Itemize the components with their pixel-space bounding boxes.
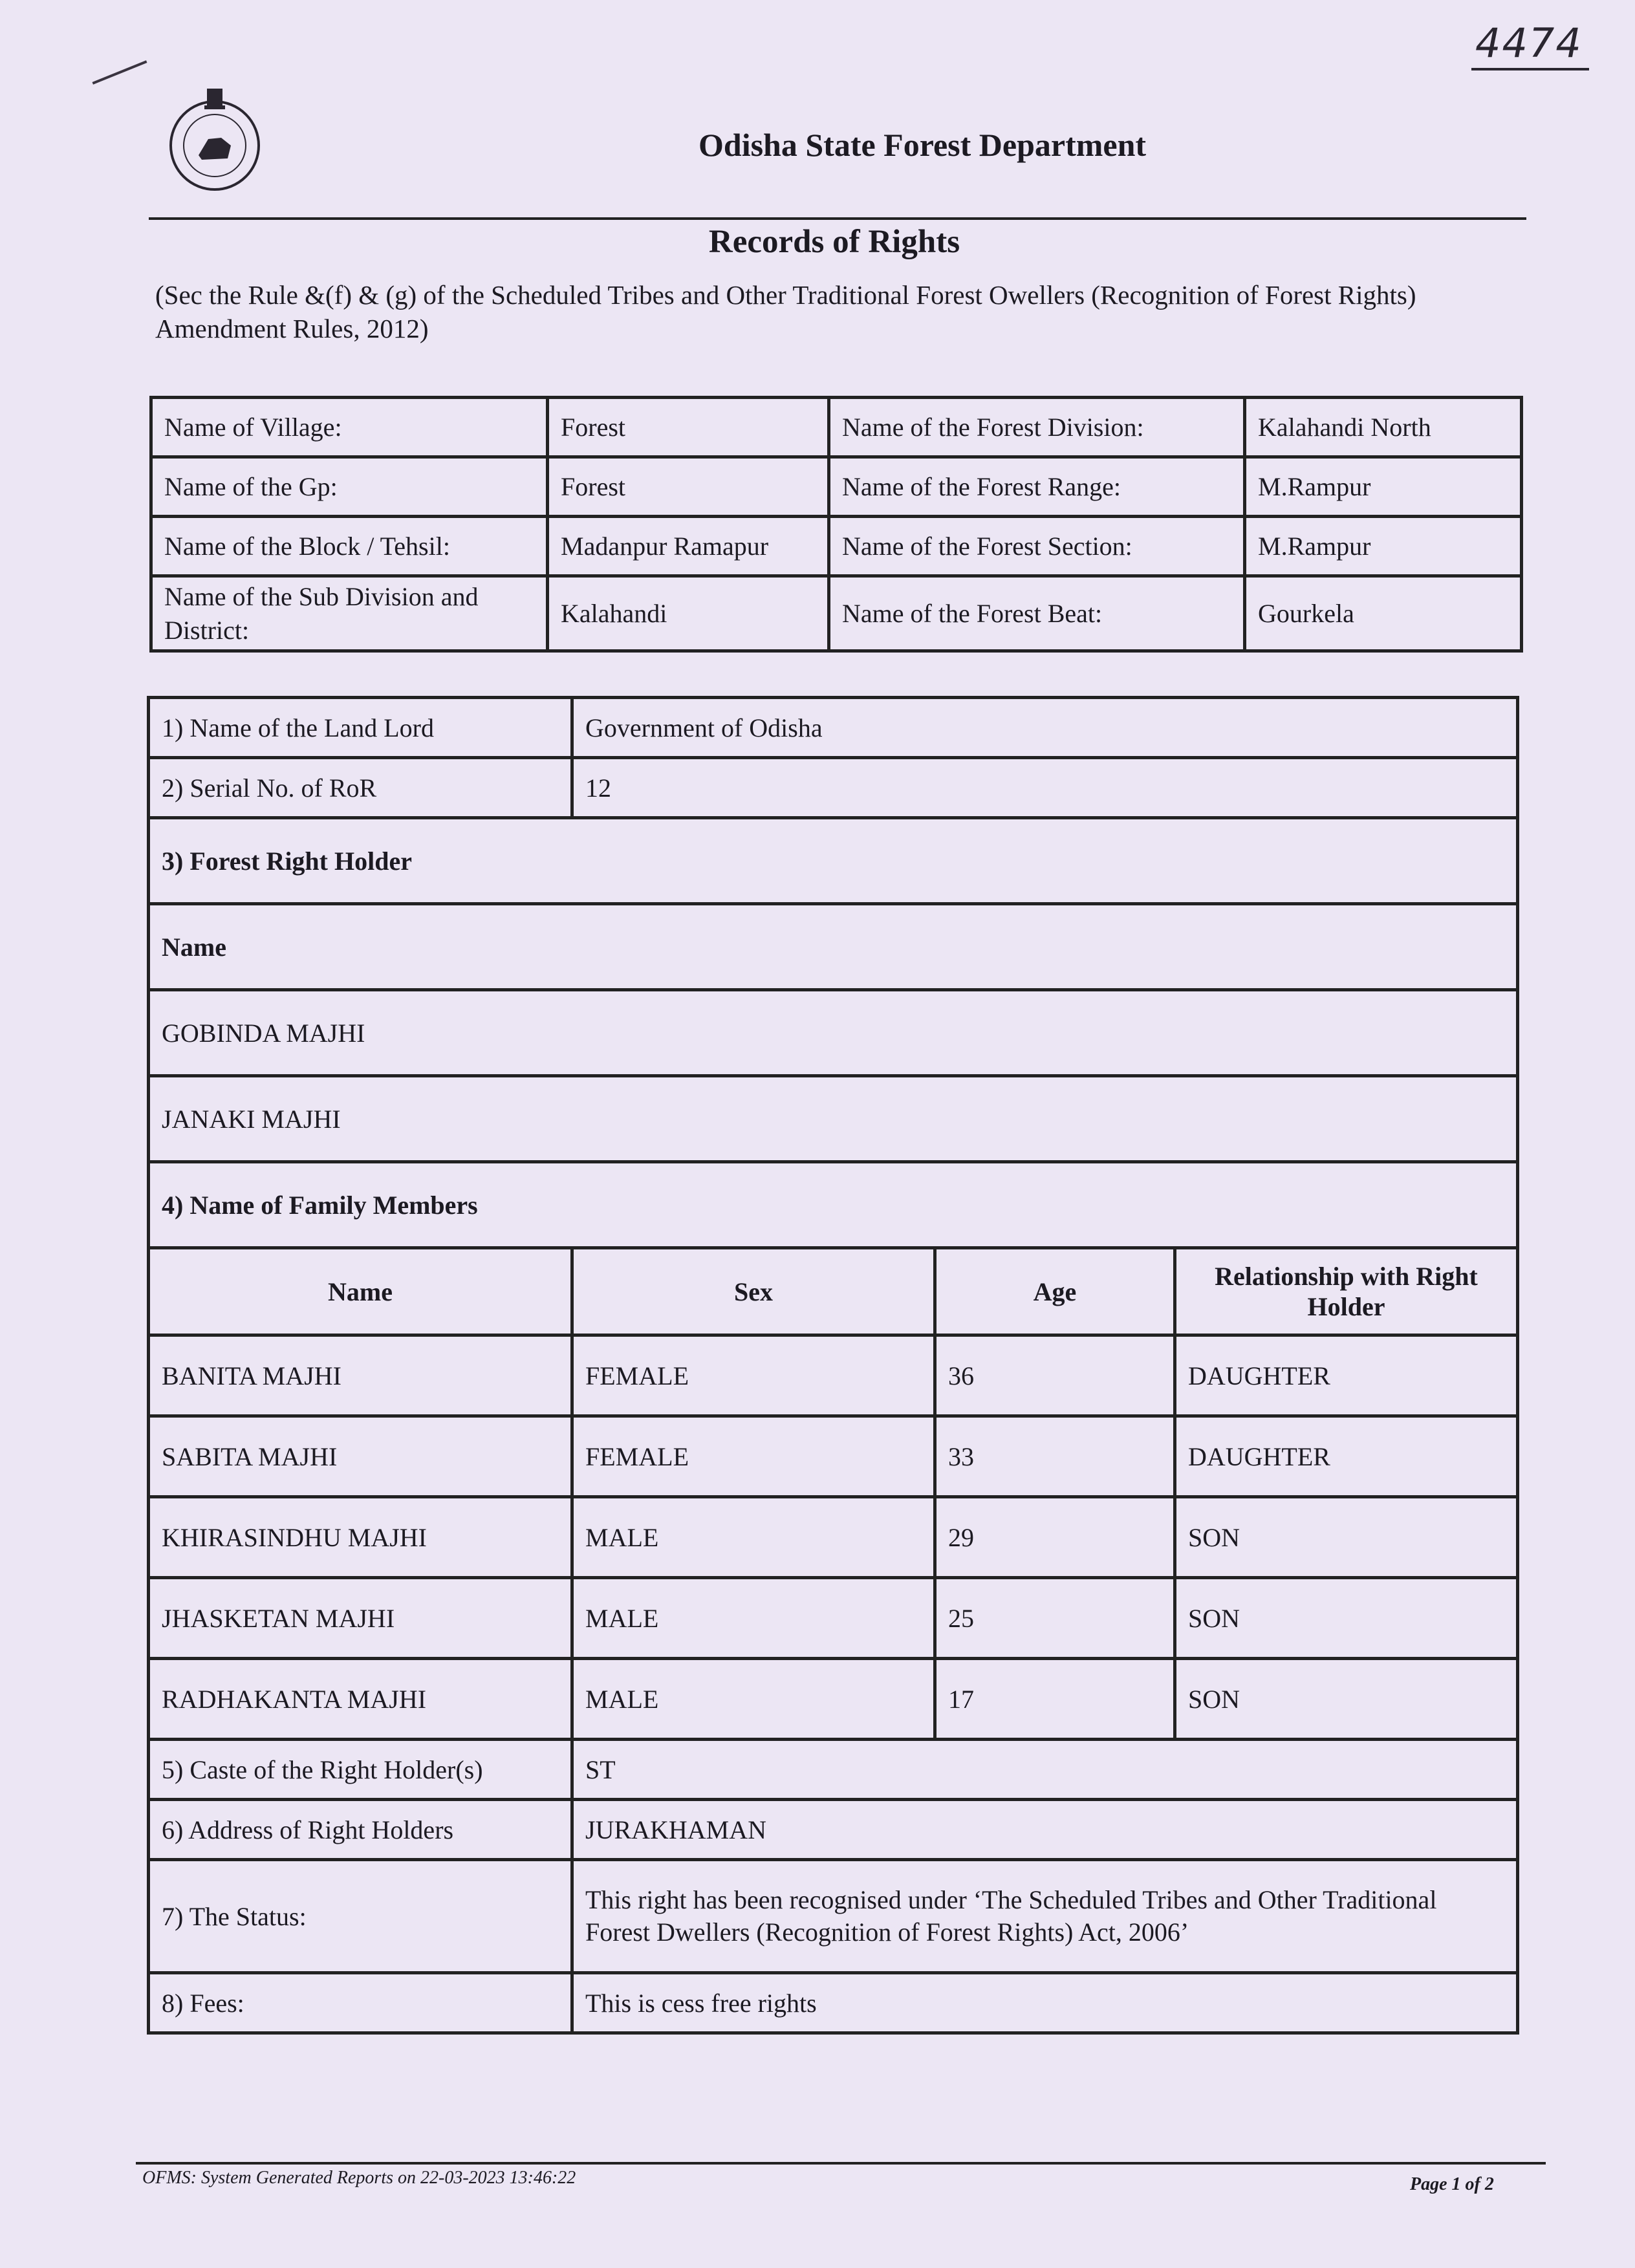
table-row (151, 457, 1522, 517)
member-sex: MALE (572, 1659, 935, 1740)
column-header: Name (149, 1248, 572, 1335)
division-label: Name of the Forest Division: (829, 398, 1245, 457)
member-name: SABITA MAJHI (149, 1416, 572, 1497)
serial-value: 12 (572, 758, 1518, 818)
family-heading: 4) Name of Family Members (149, 1162, 1518, 1248)
landlord-label: 1) Name of the Land Lord (149, 698, 572, 758)
member-relationship: DAUGHTER (1175, 1335, 1518, 1416)
beat-value: Gourkela (1245, 576, 1522, 651)
family-header-row (149, 1248, 1518, 1335)
village-label: Name of Village: (151, 398, 548, 457)
table-row (149, 990, 1518, 1076)
status-value (572, 1860, 1518, 1973)
table-row (149, 1740, 1518, 1800)
member-relationship: SON (1175, 1578, 1518, 1659)
page-title: Records of Rights (708, 224, 960, 260)
member-sex: FEMALE (572, 1335, 935, 1416)
range-value: M.Rampur (1245, 457, 1522, 517)
holder-name-header: Name (149, 904, 1518, 990)
table-row (149, 904, 1518, 990)
status-line: This right has been recognised under ‘The Scheduled Tribes and Other Traditional (585, 1885, 1437, 1914)
table-row (151, 398, 1522, 457)
table-row (149, 818, 1518, 904)
holder-heading: 3) Forest Right Holder (149, 818, 1518, 904)
member-age: 33 (935, 1416, 1175, 1497)
state-emblem-icon (163, 81, 266, 197)
caste-label: 5) Caste of the Right Holder(s) (149, 1740, 572, 1800)
record-table (147, 696, 1519, 2035)
table-row (151, 517, 1522, 576)
section-label: Name of the Forest Section: (829, 517, 1245, 576)
subdivision-value: Kalahandi (548, 576, 829, 651)
table-row (149, 758, 1518, 818)
table-row (151, 576, 1522, 651)
division-value: Kalahandi North (1245, 398, 1522, 457)
member-age: 25 (935, 1578, 1175, 1659)
pen-mark (92, 60, 147, 84)
landlord-value: Government of Odisha (572, 698, 1518, 758)
subdivision-label: Name of the Sub Division and District: (151, 576, 548, 651)
table-row (149, 1659, 1518, 1740)
member-relationship: SON (1175, 1497, 1518, 1578)
handwritten-number: 4474 (1471, 19, 1589, 70)
member-age: 36 (935, 1335, 1175, 1416)
member-age: 17 (935, 1659, 1175, 1740)
member-name: BANITA MAJHI (149, 1335, 572, 1416)
holder-name: GOBINDA MAJHI (149, 990, 1518, 1076)
gp-value: Forest (548, 457, 829, 517)
village-value: Forest (548, 398, 829, 457)
block-value: Madanpur Ramapur (548, 517, 829, 576)
member-name: KHIRASINDHU MAJHI (149, 1497, 572, 1578)
holder-name: JANAKI MAJHI (149, 1076, 1518, 1162)
gp-label: Name of the Gp: (151, 457, 548, 517)
status-label: 7) The Status: (149, 1860, 572, 1973)
block-label: Name of the Block / Tehsil: (151, 517, 548, 576)
range-label: Name of the Forest Range: (829, 457, 1245, 517)
fees-value: This is cess free rights (572, 1973, 1518, 2033)
page-number: Page 1 of 2 (1410, 2174, 1494, 2194)
page-subtitle: (Sec the Rule &(f) & (g) of the Scheduled Tribes and Other Traditional Forest Owellers (Recognition of Forest Rights) Amendment Rules, 2012) (155, 280, 1416, 343)
member-sex: MALE (572, 1497, 935, 1578)
serial-label: 2) Serial No. of RoR (149, 758, 572, 818)
table-row (149, 1162, 1518, 1248)
address-value: JURAKHAMAN (572, 1800, 1518, 1860)
location-table (149, 396, 1523, 653)
status-line: Forest Dwellers (Recognition of Forest Rights) Act, 2006’ (585, 1917, 1189, 1947)
fees-label: 8) Fees: (149, 1973, 572, 2033)
table-row (149, 1335, 1518, 1416)
table-row (149, 1076, 1518, 1162)
footer-rule (136, 2162, 1546, 2165)
table-row (149, 1578, 1518, 1659)
member-sex: MALE (572, 1578, 935, 1659)
table-row (149, 1800, 1518, 1860)
column-header: Relationship with Right Holder (1175, 1248, 1518, 1335)
header-rule (149, 217, 1526, 220)
table-row (149, 1497, 1518, 1578)
member-relationship: SON (1175, 1659, 1518, 1740)
member-name: JHASKETAN MAJHI (149, 1578, 572, 1659)
column-header: Age (935, 1248, 1175, 1335)
footer-generated: OFMS: System Generated Reports on 22-03-2023 13:46:22 (142, 2168, 576, 2188)
address-label: 6) Address of Right Holders (149, 1800, 572, 1860)
member-age: 29 (935, 1497, 1175, 1578)
table-row (149, 1860, 1518, 1973)
column-header: Sex (572, 1248, 935, 1335)
caste-value: ST (572, 1740, 1518, 1800)
member-name: RADHAKANTA MAJHI (149, 1659, 572, 1740)
member-sex: FEMALE (572, 1416, 935, 1497)
department-name: Odisha State Forest Department (698, 127, 1147, 163)
table-row (149, 1973, 1518, 2033)
member-relationship: DAUGHTER (1175, 1416, 1518, 1497)
beat-label: Name of the Forest Beat: (829, 576, 1245, 651)
table-row (149, 1416, 1518, 1497)
table-row (149, 698, 1518, 758)
section-value: M.Rampur (1245, 517, 1522, 576)
